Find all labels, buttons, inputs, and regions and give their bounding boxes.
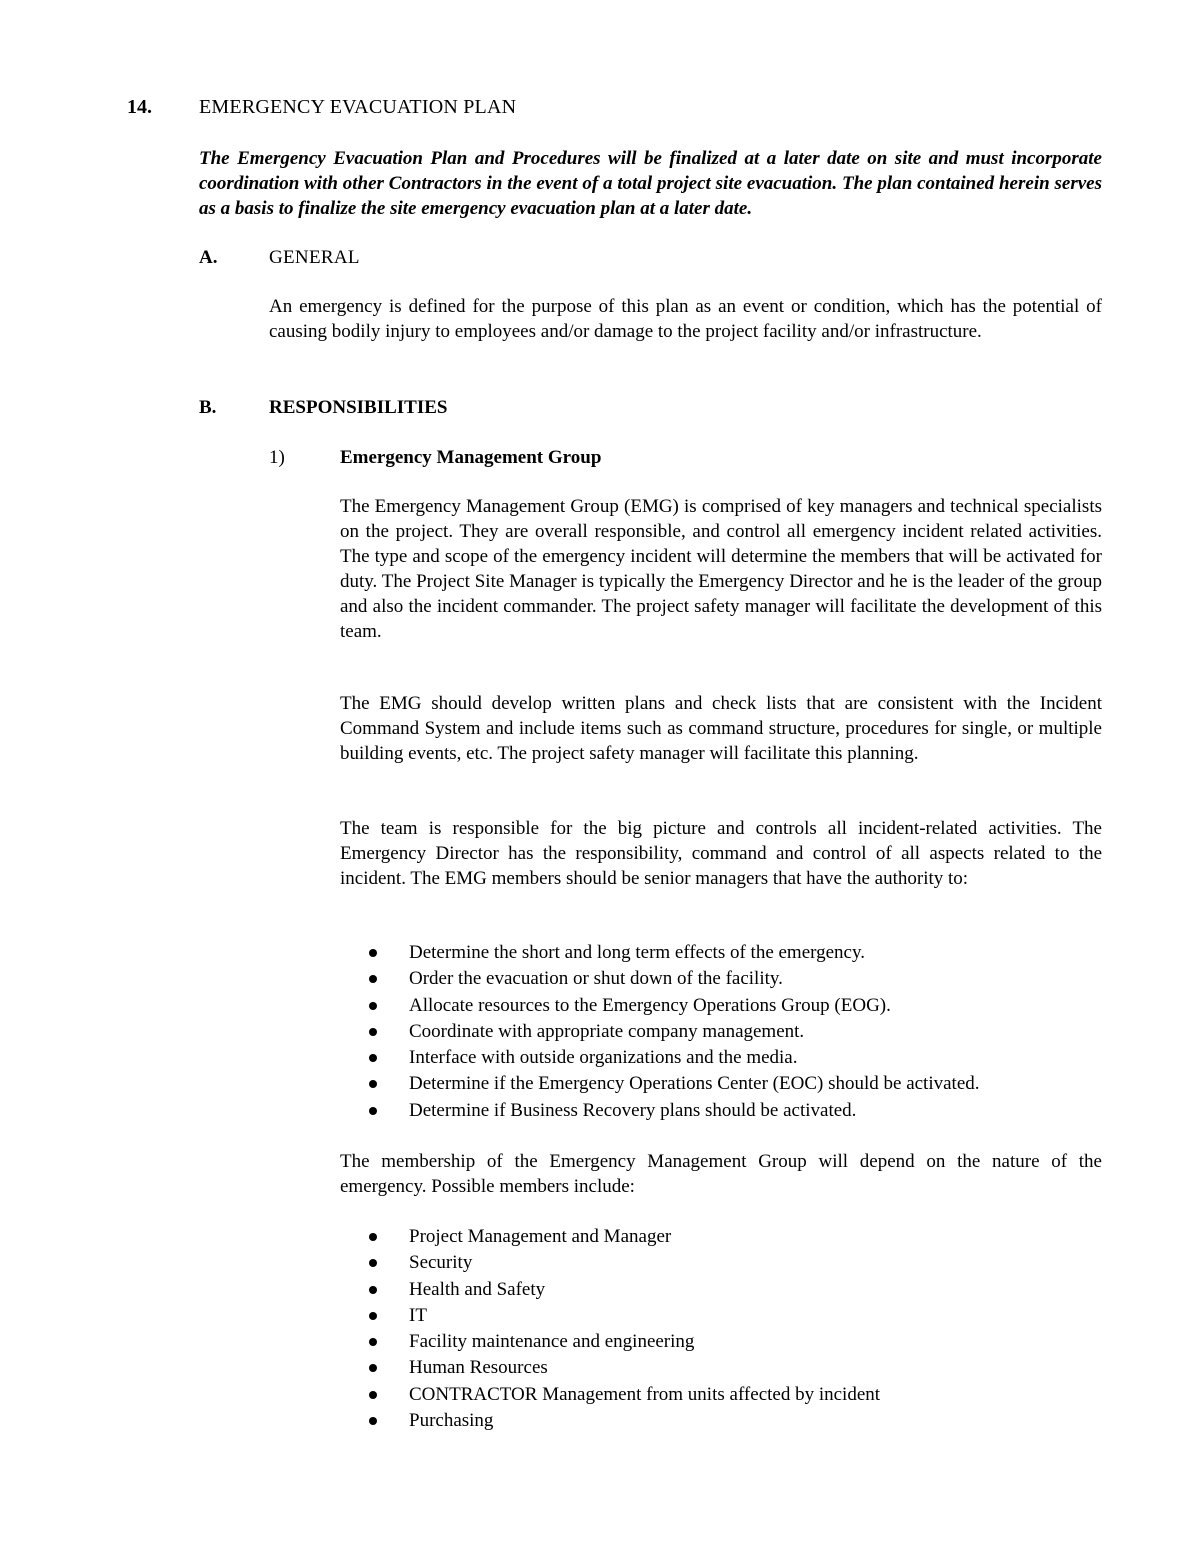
list-item-text: Order the evacuation or shut down of the facility.	[409, 968, 783, 990]
list-item	[369, 940, 980, 966]
list-item-text: IT	[409, 1304, 427, 1326]
section-number: 14.	[127, 96, 152, 118]
subsection-a-letter: A.	[199, 247, 218, 268]
list-item-text: Coordinate with appropriate company management.	[409, 1020, 805, 1042]
bullet-icon	[369, 1312, 377, 1320]
list-item	[369, 1019, 980, 1045]
section-title: EMERGENCY EVACUATION PLAN	[199, 96, 517, 118]
list-item	[369, 993, 980, 1019]
list-item-text: Determine if Business Recovery plans should be activated.	[409, 1099, 857, 1121]
bullet-icon	[369, 949, 377, 957]
list-item	[369, 1045, 980, 1071]
list-item-text: CONTRACTOR Management from units affected by incident	[409, 1383, 881, 1405]
general-paragraph: An emergency is defined for the purpose of this plan as an event or condition, which has the potential of causing bodily injury to employees and/or damage to the project facility and/or infrastructure.	[269, 296, 1102, 342]
bullet-icon	[369, 1080, 377, 1088]
bullet-icon	[369, 1417, 377, 1425]
emg-paragraph-4: The membership of the Emergency Management Group will depend on the nature of the emergency. Possible members include:	[340, 1151, 1102, 1197]
list-item-text: Security	[409, 1252, 473, 1274]
list-item-text: Allocate resources to the Emergency Operations Group (EOG).	[409, 994, 891, 1016]
bullet-icon	[369, 1364, 377, 1372]
emg-paragraph-3: The team is responsible for the big picture and controls all incident-related activities. The Emergency Director has the responsibility, command and control of all aspects related to the incident. The EMG members should be senior managers that have the authority to:	[340, 818, 1102, 889]
bullet-icon	[369, 1107, 377, 1115]
subsection-b-letter: B.	[199, 397, 217, 418]
bullet-icon	[369, 1391, 377, 1399]
authority-list	[369, 940, 980, 1124]
list-item-text: Purchasing	[409, 1410, 494, 1432]
bullet-icon	[369, 1259, 377, 1267]
emg-paragraph-2: The EMG should develop written plans and check lists that are consistent with the Incident Command System and include items such as command structure, procedures for single, or multiple building events, etc. The project safety manager will facilitate this planning.	[340, 693, 1102, 764]
list-item	[369, 1303, 880, 1329]
bullet-icon	[369, 975, 377, 983]
section-intro: The Emergency Evacuation Plan and Procedures will be finalized at a later date on site and must incorporate coordination with other Contractors in the event of a total project site evacuation. The plan contained herein serves as a basis to finalize the site emergency evacuation plan at a later date.	[199, 148, 1102, 219]
subsection-b-title: RESPONSIBILITIES	[269, 397, 448, 418]
bullet-icon	[369, 1233, 377, 1241]
list-item-text: Facility maintenance and engineering	[409, 1331, 695, 1353]
bullet-icon	[369, 1338, 377, 1346]
subsection-a-title: GENERAL	[269, 247, 360, 268]
bullet-icon	[369, 1054, 377, 1062]
list-item	[369, 1382, 880, 1408]
members-list	[369, 1224, 880, 1434]
list-item	[369, 1329, 880, 1355]
list-item	[369, 966, 980, 992]
emg-paragraph-1: The Emergency Management Group (EMG) is comprised of key managers and technical specialists on the project. They are overall responsible, and control all emergency incident related activities. The type and scope of the emergency incident will determine the members that will be activated for duty. The Project Site Manager is typically the Emergency Director and he is the leader of the group and also the incident commander. The project safety manager will facilitate the development of this team.	[340, 496, 1102, 642]
list-item-text: Human Resources	[409, 1357, 548, 1379]
list-item	[369, 1071, 980, 1097]
list-item	[369, 1355, 880, 1381]
list-item	[369, 1277, 880, 1303]
list-item-text: Health and Safety	[409, 1278, 546, 1300]
list-item	[369, 1408, 880, 1434]
list-item	[369, 1224, 880, 1250]
list-item-text: Interface with outside organizations and the media.	[409, 1047, 798, 1069]
list-item	[369, 1098, 980, 1124]
bullet-icon	[369, 1002, 377, 1010]
bullet-icon	[369, 1028, 377, 1036]
list-item	[369, 1250, 880, 1276]
bullet-icon	[369, 1286, 377, 1294]
list-item-text: Determine the short and long term effects of the emergency.	[409, 942, 866, 963]
list-item-text: Determine if the Emergency Operations Center (EOC) should be activated.	[409, 1073, 980, 1095]
item-1-number: 1)	[269, 447, 285, 468]
list-item-text: Project Management and Manager	[409, 1226, 672, 1247]
item-1-title: Emergency Management Group	[340, 447, 602, 468]
